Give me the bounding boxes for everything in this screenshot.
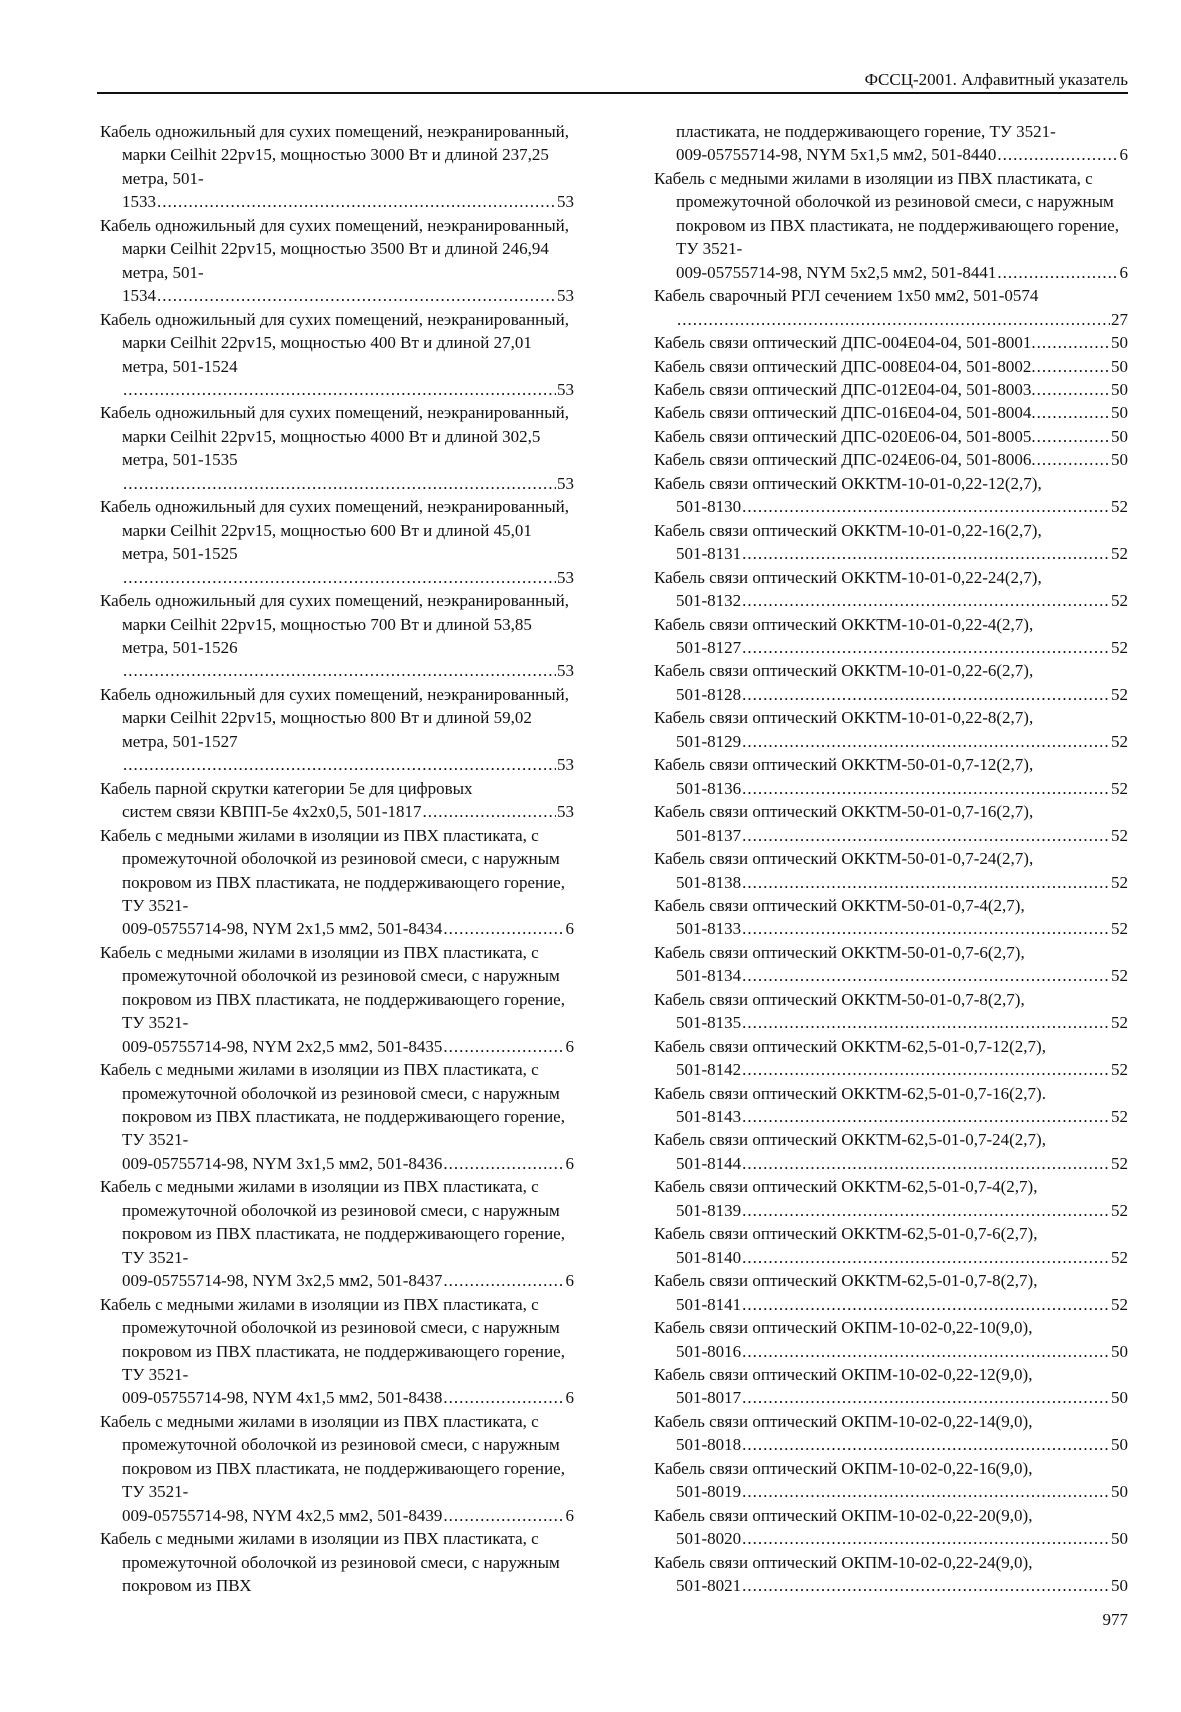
index-entry [100, 589, 574, 683]
entry-code: 501-8134 [676, 966, 742, 986]
entry-code: 501-8132 [676, 591, 742, 611]
entry-text: Кабель с медными жилами в изоляции из ПВХ пластиката, с промежуточной оболочкой из резиновой смеси, с наружным покровом из ПВХ [100, 1529, 560, 1596]
entry-leader-line [122, 472, 574, 495]
dot-leader [677, 308, 1110, 331]
entry-page-ref: 6 [565, 1271, 574, 1291]
entry-page-ref: 50 [1111, 356, 1128, 376]
entry-leader-line [654, 448, 1128, 471]
entry-code: Кабель связи оптический ДПС-020Е06-04, 501-8005. [654, 426, 1036, 446]
entry-code: 501-8144 [676, 1153, 742, 1173]
entry-text: Кабель связи оптический ОКПМ-10-02-0,22-20(9,0), [654, 1505, 1033, 1525]
dot-leader [423, 800, 556, 823]
dot-leader [443, 1386, 564, 1409]
entry-leader-line [654, 425, 1128, 448]
dot-leader [443, 1035, 564, 1058]
entry-page-ref: 6 [1119, 262, 1128, 282]
dot-leader [443, 1504, 564, 1527]
index-entry [654, 1269, 1128, 1316]
entry-code: 009-05755714-98, NYM 2х2,5 мм2, 501-8435 [122, 1036, 443, 1056]
entry-text: Кабель связи оптический ОККТМ-62,5-01-0,7-24(2,7), [654, 1130, 1046, 1150]
entry-text: Кабель связи оптический ОККТМ-10-01-0,22-8(2,7), [654, 708, 1034, 728]
entry-page-ref: 50 [1111, 403, 1128, 423]
entry-text: Кабель связи оптический ОКПМ-10-02-0,22-24(9,0), [654, 1552, 1033, 1572]
entry-text: Кабель связи оптический ОКПМ-10-02-0,22-10(9,0), [654, 1318, 1033, 1338]
entry-leader-line [676, 589, 1128, 612]
entry-code: 501-8138 [676, 872, 742, 892]
entry-code: 501-8130 [676, 497, 742, 517]
dot-leader [997, 143, 1118, 166]
entry-code: 501-8021 [676, 1576, 742, 1596]
entry-text: Кабель связи оптический ОККТМ-50-01-0,7-4(2,7), [654, 895, 1025, 915]
entry-leader-line [676, 261, 1128, 284]
dot-leader [742, 683, 1110, 706]
entry-leader-line [676, 824, 1128, 847]
entry-leader-line [122, 1504, 574, 1527]
entry-code: 501-8143 [676, 1107, 742, 1127]
dot-leader [1037, 331, 1110, 354]
dot-leader [123, 472, 556, 495]
dot-leader [123, 753, 556, 776]
entry-page-ref: 50 [1111, 1388, 1128, 1408]
entry-page-ref: 52 [1111, 637, 1128, 657]
dot-leader [123, 659, 556, 682]
dot-leader [742, 1246, 1110, 1269]
dot-leader [1037, 355, 1110, 378]
index-entry [100, 1293, 574, 1410]
dot-leader [742, 1433, 1110, 1456]
entry-page-ref: 6 [565, 1505, 574, 1525]
entry-leader-line [676, 542, 1128, 565]
dot-leader [742, 1058, 1110, 1081]
entry-leader-line [122, 1386, 574, 1409]
entry-code: 1534 [122, 286, 156, 306]
entry-code: 501-8133 [676, 919, 742, 939]
entry-code: 501-8137 [676, 825, 742, 845]
entry-text: Кабель одножильный для сухих помещений, неэкранированный, марки Ceilhit 22pv15, мощностью 3500 Вт и длиной 246,94 метра, 501- [100, 215, 570, 282]
entry-code: 009-05755714-98, NYM 3х2,5 мм2, 501-8437 [122, 1271, 443, 1291]
entry-text: Кабель связи оптический ОККТМ-10-01-0,22-16(2,7), [654, 520, 1042, 540]
index-entry [654, 1175, 1128, 1222]
dot-leader [742, 1105, 1110, 1128]
entry-leader-line [676, 495, 1128, 518]
entry-leader-line [676, 917, 1128, 940]
entry-page-ref: 52 [1111, 731, 1128, 751]
index-entry [100, 214, 574, 308]
dot-leader [443, 917, 564, 940]
entry-leader-line [122, 1035, 574, 1058]
index-entry [100, 495, 574, 589]
entry-page-ref: 52 [1111, 684, 1128, 704]
entry-page-ref: 52 [1111, 825, 1128, 845]
entry-leader-line [676, 143, 1128, 166]
entry-page-ref: 50 [1111, 379, 1128, 399]
entry-page-ref: 50 [1111, 1482, 1128, 1502]
index-entry [654, 120, 1128, 167]
entry-code: 009-05755714-98, NYM 4х2,5 мм2, 501-8439 [122, 1505, 443, 1525]
index-column-right [654, 120, 1128, 1598]
entry-code: 501-8140 [676, 1247, 742, 1267]
entry-leader-line [676, 1246, 1128, 1269]
dot-leader [742, 1574, 1110, 1597]
entry-leader-line [122, 659, 574, 682]
entry-leader-line [122, 917, 574, 940]
index-entry [654, 519, 1128, 566]
index-entry [654, 988, 1128, 1035]
entry-text: Кабель связи оптический ОККТМ-62,5-01-0,7-6(2,7), [654, 1224, 1038, 1244]
entry-text: Кабель с медными жилами в изоляции из ПВХ пластиката, с промежуточной оболочкой из резиновой смеси, с наружным покровом из ПВХ пластиката, не поддерживающего горение, ТУ 3521- [654, 168, 1119, 259]
index-entry [100, 824, 574, 941]
index-entry [654, 1504, 1128, 1551]
dot-leader [742, 824, 1110, 847]
entry-page-ref: 52 [1111, 1060, 1128, 1080]
index-entry [654, 378, 1128, 401]
entry-page-ref: 53 [557, 567, 574, 587]
index-entry [654, 1082, 1128, 1129]
entry-code: 501-8019 [676, 1482, 742, 1502]
entry-page-ref: 50 [1111, 1341, 1128, 1361]
index-entry [654, 613, 1128, 660]
index-entry [654, 1035, 1128, 1082]
entry-text: Кабель связи оптический ОККТМ-10-01-0,22-24(2,7), [654, 567, 1042, 587]
index-entry [654, 800, 1128, 847]
dot-leader [157, 190, 556, 213]
entry-leader-line [676, 1574, 1128, 1597]
entry-leader-line [676, 1011, 1128, 1034]
index-entry [654, 448, 1128, 471]
entry-text: Кабель одножильный для сухих помещений, неэкранированный, марки Ceilhit 22pv15, мощностью 800 Вт и длиной 59,02 метра, 501-1527 [100, 684, 570, 751]
entry-page-ref: 53 [557, 661, 574, 681]
index-entry [654, 847, 1128, 894]
entry-text: Кабель одножильный для сухих помещений, неэкранированный, марки Ceilhit 22pv15, мощностью 400 Вт и длиной 27,01 метра, 501-1524 [100, 309, 570, 376]
entry-code: 009-05755714-98, NYM 5х1,5 мм2, 501-8440 [676, 145, 997, 165]
entry-code: 501-8136 [676, 778, 742, 798]
dot-leader [742, 589, 1110, 612]
entry-leader-line [676, 1480, 1128, 1503]
entry-leader-line [122, 753, 574, 776]
dot-leader [742, 730, 1110, 753]
entry-leader-line [122, 1152, 574, 1175]
entry-page-ref: 6 [565, 1388, 574, 1408]
dot-leader [1037, 378, 1110, 401]
entry-leader-line [654, 401, 1128, 424]
entry-code: Кабель связи оптический ДПС-012Е04-04, 501-8003. [654, 379, 1036, 399]
entry-code: 009-05755714-98, NYM 4х1,5 мм2, 501-8438 [122, 1388, 443, 1408]
index-column-left [100, 120, 574, 1598]
index-entry [654, 1551, 1128, 1598]
entry-leader-line [676, 636, 1128, 659]
entry-leader-line [654, 355, 1128, 378]
entry-leader-line [122, 284, 574, 307]
entry-leader-line [676, 1386, 1128, 1409]
entry-code: 501-8128 [676, 684, 742, 704]
header-rule [97, 92, 1128, 94]
index-entry [654, 1457, 1128, 1504]
index-entry [100, 1175, 574, 1292]
entry-text: Кабель сварочный РГЛ сечением 1х50 мм2, 501-0574 [654, 286, 1039, 306]
dot-leader [742, 1527, 1110, 1550]
index-entry [100, 1410, 574, 1527]
index-entry [100, 120, 574, 214]
entry-leader-line [122, 1269, 574, 1292]
entry-leader-line [676, 308, 1128, 331]
entry-text: Кабель связи оптический ОККТМ-50-01-0,7-6(2,7), [654, 942, 1025, 962]
entry-code: Кабель связи оптический ДПС-008Е04-04, 501-8002. [654, 356, 1036, 376]
entry-code: 009-05755714-98, NYM 3х1,5 мм2, 501-8436 [122, 1153, 443, 1173]
entry-page-ref: 50 [1111, 450, 1128, 470]
running-header: ФССЦ-2001. Алфавитный указатель [864, 70, 1128, 89]
dot-leader [742, 1152, 1110, 1175]
entry-page-ref: 6 [565, 1036, 574, 1056]
entry-text: Кабель с медными жилами в изоляции из ПВХ пластиката, с промежуточной оболочкой из резиновой смеси, с наружным покровом из ПВХ пластиката, не поддерживающего горение, ТУ 3521- [100, 825, 565, 915]
dot-leader [742, 1340, 1110, 1363]
entry-page-ref: 53 [557, 802, 574, 822]
entry-code: 501-8131 [676, 544, 742, 564]
index-entry [100, 308, 574, 402]
entry-code: 501-8018 [676, 1435, 742, 1455]
index-entry [654, 706, 1128, 753]
entry-page-ref: 52 [1111, 1294, 1128, 1314]
entry-page-ref: 6 [565, 1153, 574, 1173]
entry-text: Кабель с медными жилами в изоляции из ПВХ пластиката, с промежуточной оболочкой из резиновой смеси, с наружным покровом из ПВХ пластиката, не поддерживающего горение, ТУ 3521- [100, 1411, 565, 1502]
index-entry [654, 1316, 1128, 1363]
index-entry [654, 167, 1128, 284]
index-entry [100, 1058, 574, 1175]
index-entry [654, 331, 1128, 354]
entry-leader-line [676, 777, 1128, 800]
entry-code: Кабель связи оптический ДПС-004Е04-04, 501-8001. [654, 333, 1036, 353]
entry-page-ref: 50 [1111, 1576, 1128, 1596]
entry-code: 501-8139 [676, 1200, 742, 1220]
entry-text: Кабель связи оптический ОККТМ-10-01-0,22-4(2,7), [654, 614, 1034, 634]
index-entry [654, 401, 1128, 424]
index-entry [654, 355, 1128, 378]
dot-leader [157, 284, 556, 307]
entry-leader-line [676, 1433, 1128, 1456]
index-entry [100, 941, 574, 1058]
entry-page-ref: 50 [1111, 1529, 1128, 1549]
entry-text: Кабель одножильный для сухих помещений, неэкранированный, марки Ceilhit 22pv15, мощностью 700 Вт и длиной 53,85 метра, 501-1526 [100, 591, 570, 657]
dot-leader [742, 542, 1110, 565]
index-entry [654, 894, 1128, 941]
index-entry [654, 472, 1128, 519]
entry-page-ref: 50 [1111, 1435, 1128, 1455]
entry-page-ref: 6 [1119, 145, 1128, 165]
entry-page-ref: 6 [565, 919, 574, 939]
entry-leader-line [676, 1058, 1128, 1081]
entry-code: 1533 [122, 192, 156, 212]
index-entry [100, 777, 574, 824]
dot-leader [742, 1011, 1110, 1034]
dot-leader [997, 261, 1118, 284]
entry-code: 501-8017 [676, 1388, 742, 1408]
entry-leader-line [654, 331, 1128, 354]
entry-leader-line [676, 683, 1128, 706]
entry-text: Кабель связи оптический ОКПМ-10-02-0,22-14(9,0), [654, 1411, 1033, 1431]
entry-leader-line [676, 1152, 1128, 1175]
dot-leader [742, 1480, 1110, 1503]
entry-text: Кабель связи оптический ОККТМ-62,5-01-0,7-8(2,7), [654, 1271, 1038, 1291]
entry-text: Кабель одножильный для сухих помещений, неэкранированный, марки Ceilhit 22pv15, мощностью 4000 Вт и длиной 302,5 метра, 501-1535 [100, 403, 570, 470]
index-entry [654, 1410, 1128, 1457]
entry-page-ref: 52 [1111, 591, 1128, 611]
entry-leader-line [122, 566, 574, 589]
entry-text: Кабель связи оптический ОККТМ-62,5-01-0,7-12(2,7), [654, 1036, 1046, 1056]
entry-leader-line [122, 800, 574, 823]
entry-code: 501-8127 [676, 637, 742, 657]
index-entry [654, 425, 1128, 448]
dot-leader [742, 495, 1110, 518]
dot-leader [742, 1386, 1110, 1409]
entry-page-ref: 53 [557, 379, 574, 399]
entry-leader-line [676, 1293, 1128, 1316]
dot-leader [1037, 401, 1110, 424]
entry-page-ref: 52 [1111, 544, 1128, 564]
index-entry [654, 1363, 1128, 1410]
entry-code: 501-8142 [676, 1060, 742, 1080]
entry-page-ref: 52 [1111, 1153, 1128, 1173]
entry-page-ref: 53 [557, 473, 574, 493]
entry-page-ref: 27 [1111, 309, 1128, 329]
entry-leader-line [122, 378, 574, 401]
dot-leader [1037, 425, 1110, 448]
entry-leader-line [676, 1105, 1128, 1128]
index-entry [654, 659, 1128, 706]
dot-leader [1037, 448, 1110, 471]
entry-text: Кабель парной скрутки категории 5е для цифровых [100, 778, 473, 798]
entry-page-ref: 52 [1111, 497, 1128, 517]
entry-text: пластиката, не поддерживающего горение, ТУ 3521- [676, 122, 1056, 141]
dot-leader [123, 566, 556, 589]
entry-text: Кабель связи оптический ОКПМ-10-02-0,22-16(9,0), [654, 1458, 1033, 1478]
entry-code: 501-8135 [676, 1013, 742, 1033]
entry-code: систем связи КВПП-5е 4х2х0,5, 501-1817 [122, 802, 422, 822]
entry-code: Кабель связи оптический ДПС-016Е04-04, 501-8004. [654, 403, 1036, 423]
dot-leader [443, 1152, 564, 1175]
entry-code: 009-05755714-98, NYM 2х1,5 мм2, 501-8434 [122, 919, 443, 939]
entry-text: Кабель связи оптический ОККТМ-50-01-0,7-12(2,7), [654, 755, 1034, 775]
entry-code: 501-8020 [676, 1529, 742, 1549]
entry-page-ref: 52 [1111, 1200, 1128, 1220]
entry-page-ref: 53 [557, 286, 574, 306]
dot-leader [742, 636, 1110, 659]
entry-code: 501-8141 [676, 1294, 742, 1314]
entry-text: Кабель связи оптический ОККТМ-50-01-0,7-24(2,7), [654, 849, 1034, 869]
dot-leader [742, 871, 1110, 894]
index-entry [654, 1222, 1128, 1269]
entry-text: Кабель одножильный для сухих помещений, неэкранированный, марки Ceilhit 22pv15, мощностью 3000 Вт и длиной 237,25 метра, 501- [100, 122, 570, 188]
index-entry [654, 941, 1128, 988]
entry-code: 501-8016 [676, 1341, 742, 1361]
page-number: 977 [1102, 1610, 1128, 1629]
dot-leader [742, 777, 1110, 800]
entry-page-ref: 50 [1111, 426, 1128, 446]
entry-text: Кабель связи оптический ОКПМ-10-02-0,22-12(9,0), [654, 1365, 1033, 1385]
entry-text: Кабель с медными жилами в изоляции из ПВХ пластиката, с промежуточной оболочкой из резиновой смеси, с наружным покровом из ПВХ пластиката, не поддерживающего горение, ТУ 3521- [100, 1294, 565, 1385]
dot-leader [742, 917, 1110, 940]
entry-leader-line [676, 871, 1128, 894]
entry-text: Кабель связи оптический ОККТМ-50-01-0,7-16(2,7), [654, 802, 1034, 822]
index-entry [654, 753, 1128, 800]
entry-page-ref: 52 [1111, 1013, 1128, 1033]
dot-leader [123, 378, 556, 401]
entry-text: Кабель связи оптический ОККТМ-10-01-0,22-12(2,7), [654, 473, 1042, 493]
dot-leader [742, 964, 1110, 987]
index-entry [654, 1128, 1128, 1175]
entry-leader-line [676, 964, 1128, 987]
entry-text: Кабель связи оптический ОККТМ-50-01-0,7-8(2,7), [654, 989, 1025, 1009]
entry-leader-line [676, 1340, 1128, 1363]
index-entry [100, 683, 574, 777]
entry-text: Кабель с медными жилами в изоляции из ПВХ пластиката, с промежуточной оболочкой из резиновой смеси, с наружным покровом из ПВХ пластиката, не поддерживающего горение, ТУ 3521- [100, 1177, 565, 1267]
dot-leader [443, 1269, 564, 1292]
index-entry [100, 401, 574, 495]
entry-page-ref: 50 [1111, 333, 1128, 353]
entry-leader-line [654, 378, 1128, 401]
entry-code: 009-05755714-98, NYM 5х2,5 мм2, 501-8441 [676, 262, 997, 282]
dot-leader [742, 1293, 1110, 1316]
entry-page-ref: 52 [1111, 1247, 1128, 1267]
entry-page-ref: 53 [557, 192, 574, 212]
entry-code: 501-8129 [676, 731, 742, 751]
entry-page-ref: 53 [557, 755, 574, 775]
index-entry [654, 566, 1128, 613]
entry-leader-line [676, 1199, 1128, 1222]
entry-page-ref: 52 [1111, 919, 1128, 939]
entry-code: Кабель связи оптический ДПС-024Е06-04, 501-8006. [654, 450, 1036, 470]
entry-leader-line [122, 190, 574, 213]
entry-text: Кабель с медными жилами в изоляции из ПВХ пластиката, с промежуточной оболочкой из резиновой смеси, с наружным покровом из ПВХ пластиката, не поддерживающего горение, ТУ 3521- [100, 942, 565, 1033]
entry-page-ref: 52 [1111, 872, 1128, 892]
dot-leader [742, 1199, 1110, 1222]
index-entry [100, 1527, 574, 1597]
entry-text: Кабель одножильный для сухих помещений, неэкранированный, марки Ceilhit 22pv15, мощностью 600 Вт и длиной 45,01 метра, 501-1525 [100, 497, 570, 564]
entry-text: Кабель с медными жилами в изоляции из ПВХ пластиката, с промежуточной оболочкой из резиновой смеси, с наружным покровом из ПВХ пластиката, не поддерживающего горение, ТУ 3521- [100, 1060, 565, 1150]
entry-text: Кабель связи оптический ОККТМ-62,5-01-0,7-16(2,7). [654, 1083, 1046, 1103]
entry-text: Кабель связи оптический ОККТМ-62,5-01-0,7-4(2,7), [654, 1177, 1038, 1197]
entry-leader-line [676, 730, 1128, 753]
entry-leader-line [676, 1527, 1128, 1550]
index-entry [654, 284, 1128, 331]
entry-page-ref: 52 [1111, 778, 1128, 798]
entry-page-ref: 52 [1111, 966, 1128, 986]
entry-page-ref: 52 [1111, 1107, 1128, 1127]
entry-text: Кабель связи оптический ОККТМ-10-01-0,22-6(2,7), [654, 661, 1034, 681]
